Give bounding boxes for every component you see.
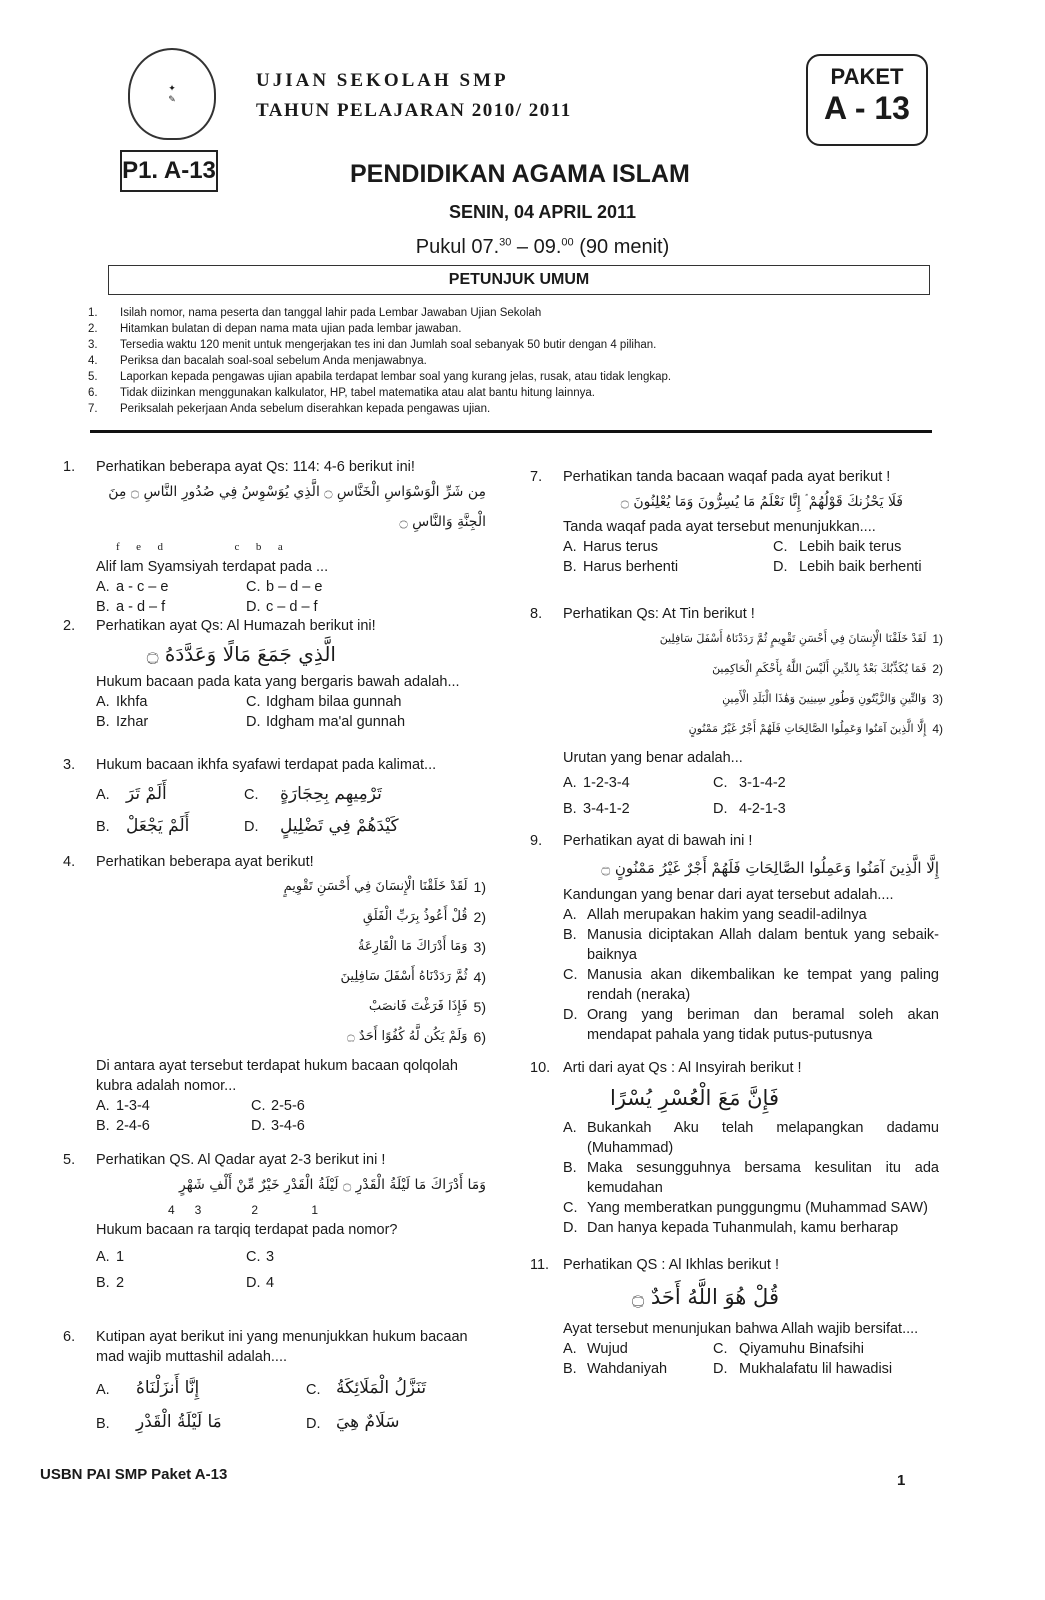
option-text: Harus terus [583, 539, 658, 555]
page-number: 1 [897, 1472, 906, 1489]
verse-line [176, 872, 486, 902]
question-text: Arti dari ayat Qs : Al Insyirah berikut ! [563, 1060, 802, 1076]
item-number: 2. [88, 323, 98, 335]
verse-line [176, 902, 486, 932]
instruction-item [88, 337, 671, 353]
option-letter: B. [563, 1160, 577, 1176]
divider [90, 430, 932, 433]
option-b [563, 557, 773, 577]
option-text: Manusia diciptakan Allah dalam bentuk yang sebaik-baiknya [587, 927, 939, 963]
option-text: Wujud [587, 1341, 628, 1357]
option-letter: D. [246, 599, 261, 615]
option-d [251, 1116, 451, 1136]
option-b [563, 1359, 713, 1379]
item-text: Hitamkan bulatan di depan nama mata ujian pada lembar jawaban. [120, 323, 462, 335]
option-letter: A. [563, 1120, 577, 1136]
option-text: c – d – f [266, 599, 318, 615]
verse-line [176, 1022, 486, 1052]
question-number: 10. [530, 1060, 551, 1076]
item-number: 3. [88, 339, 98, 351]
option-c [563, 1198, 939, 1218]
question-stem: Hukum bacaan ra tarqiq terdapat pada nomor? [96, 1222, 398, 1238]
option-text: Allah merupakan hakim yang seadil-adilnya [587, 907, 867, 923]
question-text: Kutipan ayat berikut ini yang menunjukkan hukum bacaan mad wajib muttashil adalah.... [96, 1329, 468, 1365]
instruction-item [88, 321, 671, 337]
options [96, 1373, 476, 1441]
item-text: Periksalah pekerjaan Anda sebelum diserahkan kepada pengawas ujian. [120, 403, 491, 415]
option-text: Bukankah Aku telah melapangkan dadamu (Muhammad) [587, 1120, 939, 1156]
option-text: Ikhfa [116, 694, 148, 710]
option-text: Dan hanya kepada Tuhanmulah, kamu berharap [587, 1220, 899, 1236]
question-stem: Tanda waqaf pada ayat tersebut menunjukkan.... [563, 519, 876, 535]
question-stem: Alif lam Syamsiyah terdapat pada ... [96, 559, 329, 575]
option-c [251, 1096, 451, 1116]
option-b [96, 1116, 251, 1136]
time-sup: 00 [561, 236, 574, 249]
option-c [246, 1244, 446, 1270]
option-letter: C. [246, 579, 261, 595]
instructions-title: PETUNJUK UMUM [108, 265, 930, 295]
question-text: Perhatikan tanda bacaan waqaf pada ayat berikut ! [563, 469, 891, 485]
academic-year: TAHUN PELAJARAN 2010/ 2011 [256, 100, 572, 121]
option-text: Mukhalafatu lil hawadisi [739, 1361, 893, 1377]
arabic-verse: فَإِنَّ مَعَ الْعُسْرِ يُسْرًا [610, 1086, 779, 1110]
verse-line [176, 962, 486, 992]
verse-line [176, 932, 486, 962]
option-text: Izhar [116, 714, 149, 730]
option-c [246, 577, 446, 597]
option-text: Harus berhenti [583, 559, 679, 575]
option-text: Idgham bilaa gunnah [266, 694, 402, 710]
option-letter: A. [563, 775, 577, 791]
verse-markers: f e d c b a [116, 541, 283, 553]
arabic-verse: وَمَا أَدْرَاكَ مَا لَيْلَةُ الْقَدْرِ ۝ لَيْلَةُ الْقَدْرِ خَيْرٌ مِّنْ أَلْفِ شَهْرٍ [178, 1177, 486, 1193]
verse-line [176, 992, 486, 1022]
arabic-verse: لَقَدْ خَلَقْنَا الْإِنسَانَ فِي أَحْسَنِ تَقْوِيمٍ ثُمَّ رَدَدْنَاهُ أَسْفَلَ سَافِلِينَ [659, 632, 927, 645]
arabic-verse: قُلْ هُوَ اللَّهُ أَحَدٌ ۝ [631, 1285, 779, 1309]
option-letter: D. [246, 1275, 261, 1291]
subject-title: PENDIDIKAN AGAMA ISLAM [350, 160, 690, 188]
option-letter: C. [713, 775, 728, 791]
verse-markers: 4 3 2 1 [168, 1203, 319, 1217]
line-number: 3) [932, 692, 943, 706]
option-a [563, 770, 713, 796]
paket-box [806, 54, 928, 146]
option-letter: D. [563, 1220, 578, 1236]
options [96, 1244, 486, 1296]
option-a [96, 692, 246, 712]
question-1 [63, 457, 486, 617]
line-number: 1) [932, 632, 943, 646]
option-text: Manusia akan dikembalikan ke tempat yang paling rendah (neraka) [587, 967, 939, 1003]
question-3 [63, 755, 486, 843]
option-a [96, 1373, 306, 1407]
line-number: 4) [473, 969, 486, 985]
time-text: (90 menit) [573, 236, 670, 258]
option-letter: A. [96, 579, 110, 595]
option-letter: D. [713, 1361, 728, 1377]
question-number: 6. [63, 1329, 76, 1345]
question-11 [530, 1255, 939, 1379]
option-letter: B. [96, 819, 110, 835]
option-letter: C. [246, 694, 261, 710]
option-letter: B. [563, 801, 577, 817]
item-number: 6. [88, 387, 98, 399]
verse-list [563, 624, 943, 744]
option-text: a - c – e [116, 579, 169, 595]
option-b [96, 597, 246, 617]
item-number: 1. [88, 307, 98, 319]
question-stem: Di antara ayat tersebut terdapat hukum bacaan qolqolah kubra adalah nomor... [96, 1058, 458, 1094]
question-text: Hukum bacaan ikhfa syafawi terdapat pada kalimat... [96, 757, 437, 773]
footer-label: USBN PAI SMP Paket A-13 [40, 1466, 228, 1483]
verse-line [563, 624, 943, 654]
option-letter: C. [251, 1098, 266, 1114]
option-text: 3 [266, 1249, 275, 1265]
option-arabic: أَلَمْ يَجْعَلْ [126, 816, 190, 836]
option-letter: D. [713, 801, 728, 817]
option-letter: A. [96, 1382, 110, 1398]
option-d [246, 712, 446, 732]
option-letter: D. [251, 1118, 266, 1134]
code-box: P1. A-13 [120, 150, 218, 192]
options [96, 692, 486, 732]
option-d [563, 1218, 939, 1238]
tut-wuri-handayani-logo: ✦ ✎ [128, 48, 216, 140]
option-letter: B. [96, 1118, 110, 1134]
option-c [563, 965, 939, 1005]
question-stem: Kandungan yang benar dari ayat tersebut adalah.... [563, 887, 894, 903]
option-text: 1-3-4 [116, 1098, 150, 1114]
question-text: Perhatikan beberapa ayat berikut! [96, 854, 314, 870]
exam-title: UJIAN SEKOLAH SMP [256, 70, 509, 91]
option-d [713, 1359, 943, 1379]
verse-line [563, 684, 943, 714]
option-arabic: تَنَزَّلُ الْمَلَائِكَةُ [336, 1378, 427, 1398]
item-number: 4. [88, 355, 98, 367]
option-text: Qiyamuhu Binafsihi [739, 1341, 864, 1357]
line-number: 5) [473, 999, 486, 1015]
item-text: Tersedia waktu 120 menit untuk mengerjakan tes ini dan Jumlah soal sebanyak 50 butir dengan 4 pilihan. [120, 339, 657, 351]
option-c [713, 770, 913, 796]
question-6 [63, 1327, 476, 1441]
arabic-verse: ثُمَّ رَدَدْنَاهُ أَسْفَلَ سَافِلِينَ [340, 969, 468, 984]
verse-line [563, 714, 943, 744]
option-c [306, 1373, 506, 1407]
option-arabic: سَلَامٌ هِيَ [336, 1412, 400, 1432]
arabic-verse: قُلْ أَعُوذُ بِرَبِّ الْفَلَقِ [362, 909, 468, 924]
instruction-item [88, 385, 671, 401]
option-a [563, 537, 773, 557]
question-10 [530, 1058, 939, 1238]
arabic-verse: لَقَدْ خَلَقْنَا الْإِنسَانَ فِي أَحْسَنِ تَقْوِيمٍ [283, 879, 468, 894]
instructions-list [88, 305, 671, 417]
option-b [96, 712, 246, 732]
instruction-item [88, 369, 671, 385]
arabic-verse: فَلَا يَحْزُنكَ قَوْلُهُمْ ۘ إِنَّا نَعْلَمُ مَا يُسِرُّونَ وَمَا يُعْلِنُونَ ۝ [620, 494, 903, 510]
option-letter: C. [246, 1249, 261, 1265]
option-text: Wahdaniyah [587, 1361, 668, 1377]
question-4 [63, 852, 486, 1136]
verse-list [96, 872, 486, 1052]
question-8 [530, 604, 943, 822]
question-2 [63, 616, 486, 732]
option-arabic: تَرْمِيهِم بِحِجَارَةٍ [280, 784, 382, 804]
option-text: 3-1-4-2 [739, 775, 786, 791]
instruction-item [88, 353, 671, 369]
line-number: 2) [932, 662, 943, 676]
option-d [244, 811, 444, 843]
question-text: Perhatikan ayat di bawah ini ! [563, 833, 753, 849]
option-a [563, 1118, 939, 1158]
instruction-item [88, 401, 671, 417]
option-letter: B. [563, 927, 577, 943]
item-number: 7. [88, 403, 98, 415]
item-text: Tidak diizinkan menggunakan kalkulator, HP, tabel matematika atau alat bantu hitung lainnya. [120, 387, 595, 399]
option-letter: B. [563, 1361, 577, 1377]
line-number: 2) [473, 909, 486, 925]
option-letter: C. [244, 787, 259, 803]
option-text: 4 [266, 1275, 275, 1291]
option-c [246, 692, 446, 712]
option-b [96, 1270, 246, 1296]
paket-label: PAKET [830, 64, 904, 89]
option-letter: A. [563, 539, 577, 555]
option-text: Maka sesungguhnya bersama kesulitan itu ada kemudahan [587, 1160, 939, 1196]
instruction-item [88, 305, 671, 321]
question-text: Perhatikan ayat Qs: Al Humazah berikut ini! [96, 618, 376, 634]
option-text: b – d – e [266, 579, 323, 595]
option-letter: A. [563, 907, 577, 923]
option-letter: C. [773, 539, 788, 555]
option-text: 2 [116, 1275, 125, 1291]
arabic-verse: إِلَّا الَّذِينَ آمَنُوا وَعَمِلُوا الصَّالِحَاتِ فَلَهُمْ أَجْرٌ غَيْرُ مَمْنُونٍ ۝ [601, 859, 939, 877]
question-number: 11. [530, 1257, 550, 1273]
option-letter: D. [244, 819, 259, 835]
option-letter: D. [246, 714, 261, 730]
option-b [563, 925, 939, 965]
option-d [773, 557, 943, 577]
option-text: Orang yang beriman dan beramal soleh akan mendapat pahala yang tidak putus-putusnya [587, 1007, 939, 1043]
item-text: Periksa dan bacalah soal-soal sebelum Anda menjawabnya. [120, 355, 427, 367]
option-letter: D. [773, 559, 788, 575]
arabic-verse: الَّذِي جَمَعَ مَالًا وَعَدَّدَهُ ۝ [146, 642, 336, 666]
option-a [563, 905, 939, 925]
question-text: Perhatikan QS : Al Ikhlas berikut ! [563, 1257, 779, 1273]
option-text: Lebih baik terus [799, 539, 902, 555]
question-5 [63, 1150, 486, 1296]
option-d [246, 597, 446, 617]
option-letter: D. [306, 1416, 321, 1432]
options [563, 537, 943, 577]
option-letter: C. [563, 967, 578, 983]
option-text: 2-5-6 [271, 1098, 305, 1114]
item-text: Laporkan kepada pengawas ujian apabila terdapat lembar soal yang kurang jelas, rusak, atau tidak lengkap. [120, 371, 672, 383]
options [563, 1339, 939, 1379]
question-number: 9. [530, 833, 543, 849]
option-a [563, 1339, 713, 1359]
option-letter: C. [713, 1341, 728, 1357]
option-text: 3-4-1-2 [583, 801, 630, 817]
option-arabic: إِنَّا أَنزَلْنَاهُ [136, 1378, 200, 1398]
options [563, 770, 943, 822]
exam-date: SENIN, 04 APRIL 2011 [448, 202, 637, 222]
question-stem: Urutan yang benar adalah... [563, 750, 743, 766]
line-number: 1) [473, 879, 486, 895]
options [96, 1096, 486, 1136]
option-a [96, 1096, 251, 1116]
option-a [96, 577, 246, 597]
option-letter: B. [563, 559, 577, 575]
verse-line [563, 654, 943, 684]
option-text: 1-2-3-4 [583, 775, 630, 791]
options [96, 577, 486, 617]
question-text: Perhatikan beberapa ayat Qs: 114: 4-6 berikut ini! [96, 459, 415, 475]
question-text: Perhatikan QS. Al Qadar ayat 2-3 berikut ini ! [96, 1152, 386, 1168]
option-b [96, 1407, 306, 1441]
option-b [96, 811, 244, 843]
option-d [246, 1270, 446, 1296]
question-9 [530, 831, 939, 1045]
options [96, 779, 486, 843]
line-number: 3) [473, 939, 486, 955]
option-a [96, 1244, 246, 1270]
option-d [713, 796, 913, 822]
arabic-verse: مِن شَرِّ الْوَسْوَاسِ الْخَنَّاسِ ۝ الَّذِي يُوَسْوِسُ فِي صُدُورِ النَّاسِ ۝ مِنَ الْجِنَّةِ وَالنَّاسِ ۝ [108, 484, 486, 530]
option-letter: C. [306, 1382, 321, 1398]
option-text: 3-4-6 [271, 1118, 305, 1134]
option-text: Idgham ma'al gunnah [266, 714, 406, 730]
option-c [713, 1339, 943, 1359]
option-letter: A. [96, 787, 110, 803]
line-number: 6) [473, 1029, 486, 1045]
option-b [563, 1158, 939, 1198]
option-letter: D. [563, 1007, 578, 1023]
option-text: Yang memberatkan punggungmu (Muhammad SAW) [587, 1200, 928, 1216]
option-text: a - d – f [116, 599, 166, 615]
line-number: 4) [932, 722, 943, 736]
question-text: Perhatikan Qs: At Tin berikut ! [563, 606, 755, 622]
option-text: 1 [116, 1249, 125, 1265]
question-number: 2. [63, 618, 76, 634]
item-text: Isilah nomor, nama peserta dan tanggal lahir pada Lembar Jawaban Ujian Sekolah [120, 307, 542, 319]
question-stem: Ayat tersebut menunjukan bahwa Allah wajib bersifat.... [563, 1321, 919, 1337]
option-c [773, 537, 943, 557]
option-letter: A. [96, 1098, 110, 1114]
option-arabic: مَا لَيْلَةُ الْقَدْرِ [136, 1412, 222, 1432]
option-d [563, 1005, 939, 1045]
question-stem: Hukum bacaan pada kata yang bergaris bawah adalah... [96, 674, 460, 690]
question-number: 7. [530, 469, 543, 485]
option-c [244, 779, 444, 811]
option-letter: A. [563, 1341, 577, 1357]
arabic-verse: فَإِذَا فَرَغْتَ فَانصَبْ [368, 999, 468, 1014]
question-number: 5. [63, 1152, 76, 1168]
option-arabic: كَيْدَهُمْ فِي تَضْلِيلٍ [280, 816, 399, 836]
time-sup: 30 [499, 236, 512, 249]
item-number: 5. [88, 371, 98, 383]
time-text: – 09. [511, 236, 562, 258]
option-text: Lebih baik berhenti [799, 559, 922, 575]
option-letter: C. [563, 1200, 578, 1216]
exam-time [0, 236, 1045, 259]
arabic-verse: وَالتِّينِ وَالزَّيْتُونِ وَطُورِ سِينِينَ وَهَٰذَا الْبَلَدِ الْأَمِينِ [722, 692, 927, 705]
option-letter: B. [96, 1275, 110, 1291]
question-number: 8. [530, 606, 543, 622]
option-arabic: أَلَمْ تَرَ [126, 784, 167, 804]
option-letter: A. [96, 1249, 110, 1265]
option-letter: B. [96, 714, 110, 730]
option-letter: A. [96, 694, 110, 710]
option-d [306, 1407, 506, 1441]
time-text: Pukul 07. [415, 236, 500, 258]
arabic-verse: فَمَا يُكَذِّبُكَ بَعْدُ بِالدِّينِ أَلَيْسَ اللَّهُ بِأَحْكَمِ الْحَاكِمِينَ [712, 662, 927, 675]
option-letter: B. [96, 1416, 110, 1432]
option-text: 4-2-1-3 [739, 801, 786, 817]
option-letter: B. [96, 599, 110, 615]
question-number: 1. [63, 459, 76, 475]
arabic-verse: وَلَمْ يَكُن لَّهُ كُفُوًا أَحَدٌ ۝ [347, 1029, 468, 1044]
question-7 [530, 467, 943, 577]
option-a [96, 779, 244, 811]
arabic-verse: وَمَا أَدْرَاكَ مَا الْقَارِعَةُ [357, 939, 468, 954]
question-number: 4. [63, 854, 76, 870]
option-b [563, 796, 713, 822]
paket-code: A - 13 [824, 90, 910, 126]
arabic-verse: إِلَّا الَّذِينَ آمَنُوا وَعَمِلُوا الصَّالِحَاتِ فَلَهُمْ أَجْرٌ غَيْرُ مَمْنُونٍ [688, 722, 927, 735]
option-text: 2-4-6 [116, 1118, 150, 1134]
question-number: 3. [63, 757, 76, 773]
